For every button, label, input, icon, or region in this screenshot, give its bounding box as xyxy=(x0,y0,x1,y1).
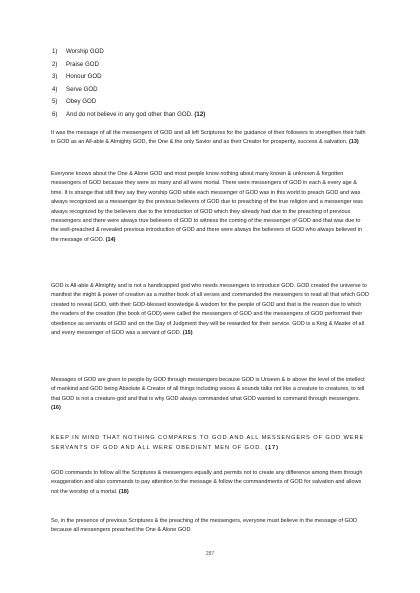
reference-marker: (16) xyxy=(51,405,61,412)
paragraph-text: Everyone knows about the One & Alone GOD and most people know nothing about many known & unknown & forgotten messengers of GOD because they were so many and all were mortal. There were messengers of GOD in each & every age & time. It is strange that still they say they worship GOD while each messenger of GOD was in this world to preach GOD and was always recognized as a messenger by the previous believers of GOD due to preaching of the true religion and a messenger was always recognized by the believers due to the introduction of GOD which they already had due to the preaching of previous messengers and there were always true believers of GOD to witness the coming of the messenger of GOD and that was due to the well-preached & revealed previous introduction of GOD and there were always the believers of GOD who always believed in the message of GOD. xyxy=(51,171,363,243)
paragraph-text: KEEP IN MIND THAT NOTHING COMPARES TO GOD AND ALL MESSENGERS OF GOD WERE SERVANTS OF GOD AND ALL WERE OBEDIENT MEN OF GOD. xyxy=(51,435,365,452)
list-item-text: Obey GOD xyxy=(66,98,97,106)
list-item xyxy=(52,46,205,59)
list-item-number: 6) xyxy=(52,110,58,118)
reference-marker: (14) xyxy=(105,236,116,243)
commandment-list xyxy=(52,46,205,122)
page-number: 287 xyxy=(205,551,215,557)
list-item-text: Honour GOD xyxy=(66,73,102,81)
list-item-number: 5) xyxy=(52,98,58,106)
paragraph-text: It was the message of all the messengers of GOD and all left Scriptures for the guidance of their followers to strengthen their faith in GOD as an All-able & Almighty GOD, the One & the only Savior and as their Creator for prosperity, success & salvation. xyxy=(51,130,366,146)
paragraph xyxy=(51,129,369,148)
reference-marker: (18) xyxy=(118,488,129,495)
paragraph-text: Messages of GOD are given to people by GOD through messengers because GOD is Unseen & is above the level of the intellect of mankind and GOD being Absolute & Creator of all things including voices & sounds talks not like a creature to creatures, to tell that GOD is not a creature-god and that is why GOD always commanded what GOD wanted to command through messengers. xyxy=(51,377,365,402)
list-item-text: Worship GOD xyxy=(66,48,104,55)
list-item xyxy=(52,59,205,72)
list-item xyxy=(52,71,205,84)
list-item-text: And do not believe in any god other than GOD. xyxy=(66,110,195,118)
list-item xyxy=(52,96,205,109)
paragraph xyxy=(51,517,369,536)
paragraph-text: So, in the presence of previous Scriptures & the preaching of the messengers, everyone must believe in the message of GOD because all messengers preached the One & Alone GOD xyxy=(51,518,358,534)
list-item xyxy=(52,109,205,122)
reference-marker: (17) xyxy=(265,445,279,452)
paragraph xyxy=(51,376,369,414)
paragraph xyxy=(51,170,369,245)
list-item xyxy=(52,84,205,97)
paragraph xyxy=(51,469,369,497)
list-item-text: Praise GOD xyxy=(66,60,99,68)
paragraph-text: GOD is All-able & Almighty and is not a handicapped god who needs messengers to introduce GOD. GOD created the universe to manifest the might & power of creation as a mother book of all verses and commanded the messengers to read all that which GOD created to reveal GOD, with their GOD-blessed knowledge & wisdom for the people of GOD and that is the reason due to which the readers of the creation (the book of GOD) were called the messengers of GOD and the messengers of GOD performed their obedience as servants of GOD and on the Day of Judgment they will be rewarded for their service. GOD is a King & Master of all and every messenger of GOD was a servant of GOD. xyxy=(51,283,369,337)
paragraph xyxy=(51,282,369,338)
list-item-text: Serve GOD xyxy=(66,85,98,93)
reference-marker: (15) xyxy=(182,330,193,337)
list-item-number: 4) xyxy=(52,85,58,93)
reference-marker: (13) xyxy=(348,139,359,146)
list-item-number: 3) xyxy=(52,73,58,81)
paragraph-text: GOD commands to follow all the Scriptures & messengers equally and permits not to create any difference among them through exaggeration and also commands to pay attention to the message & follow the commandments of GOD for salvation and allows not the worship of a mortal. xyxy=(51,470,363,495)
list-item-number: 1) xyxy=(52,48,58,55)
reference-marker: (12) xyxy=(194,110,206,118)
list-item-number: 2) xyxy=(52,60,58,68)
emphasis-paragraph xyxy=(51,433,369,454)
